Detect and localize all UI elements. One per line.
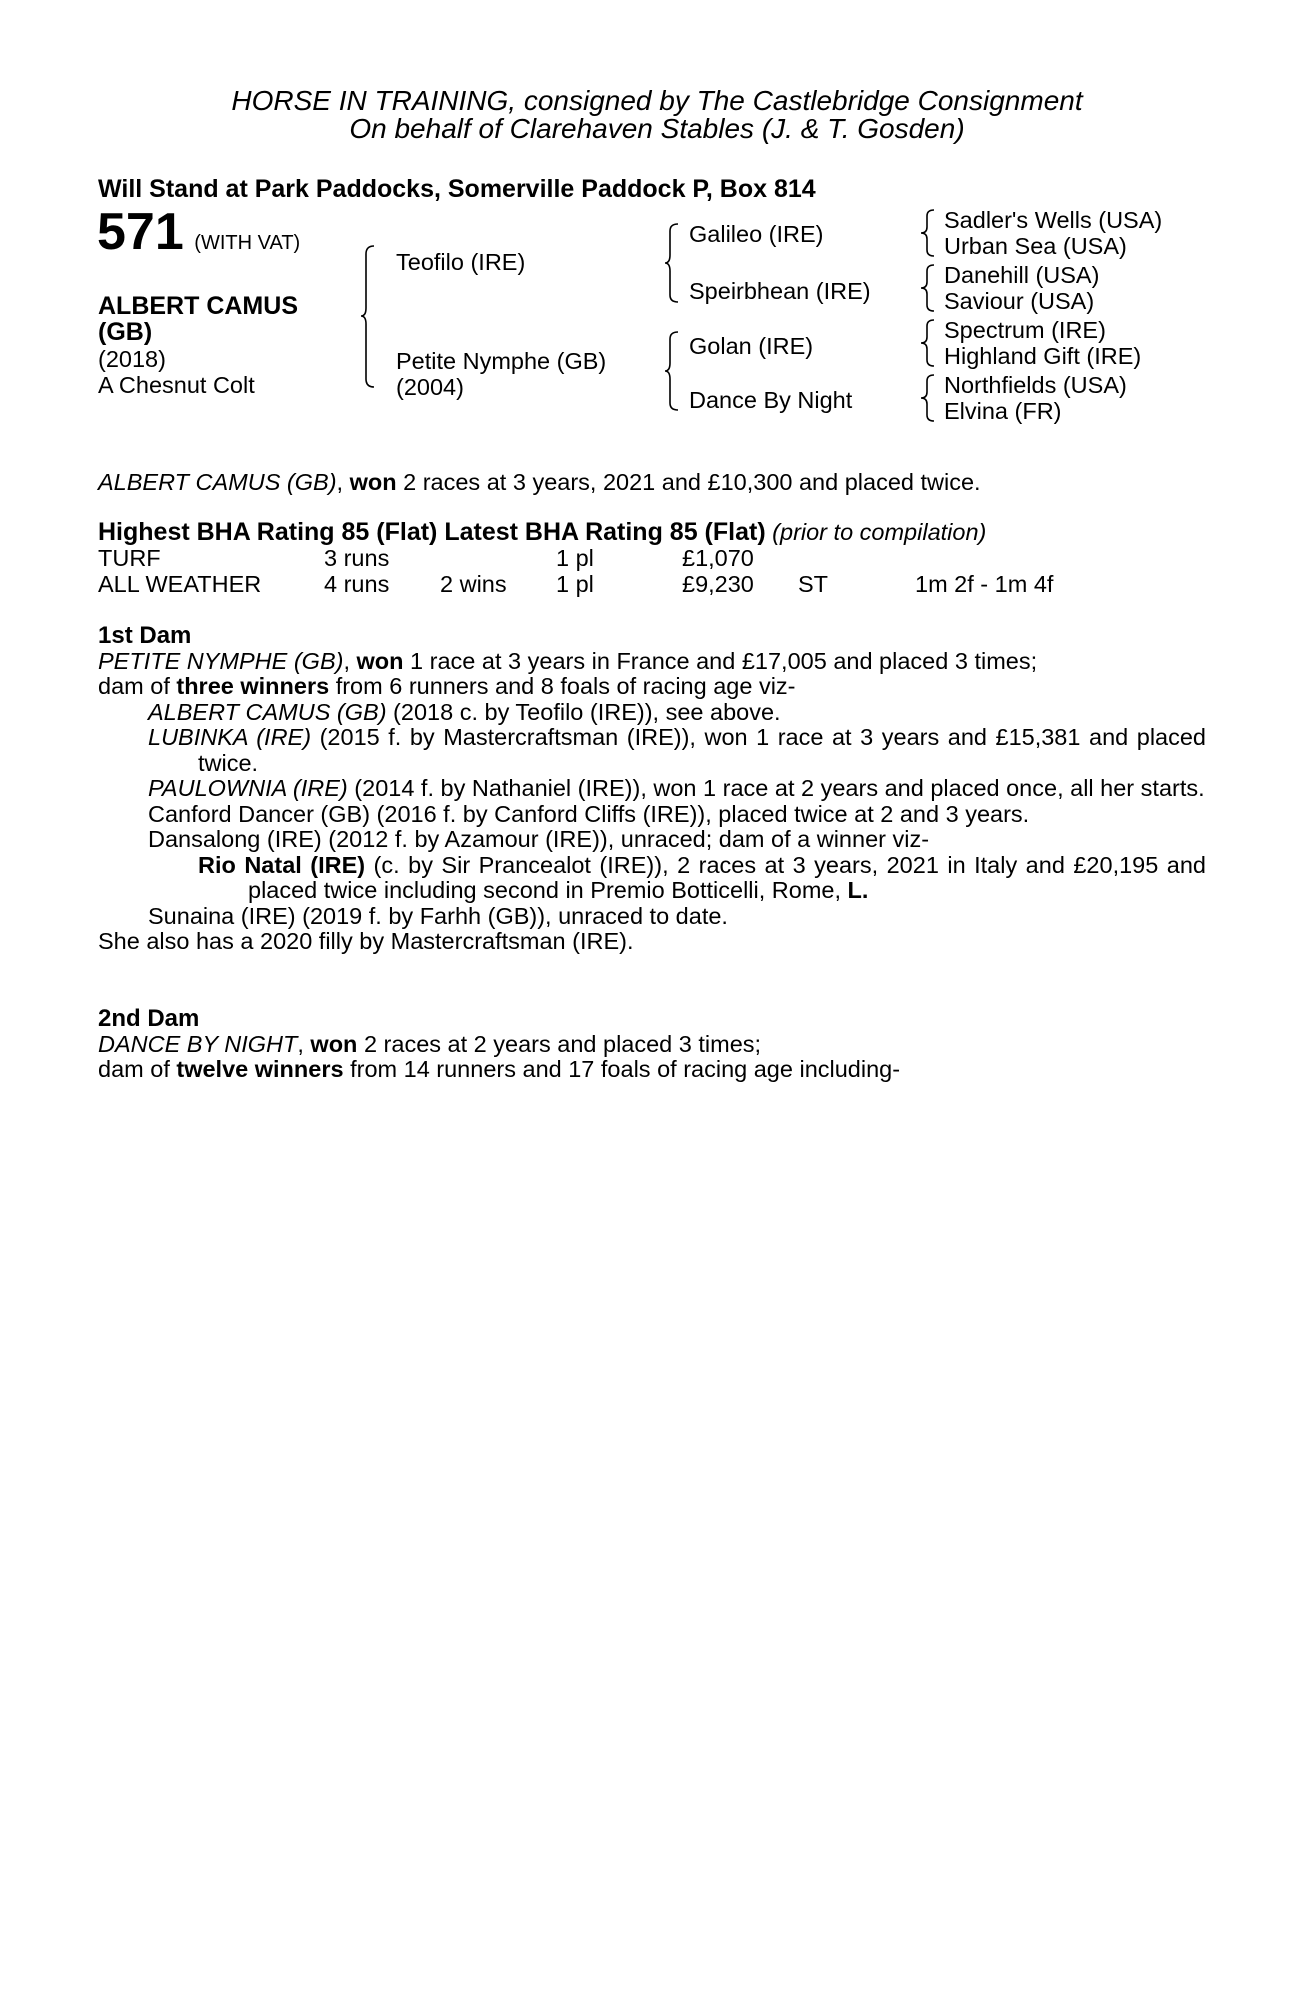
ancestor-2: Urban Sea (USA): [944, 233, 1127, 259]
horse-description: A Chesnut Colt: [98, 372, 255, 398]
produce-entry: [98, 776, 1206, 802]
lot-block: [97, 204, 300, 260]
brace-gen3-3: [920, 318, 936, 368]
first-dam-record: PETITE NYMPHE (GB), won 1 race at 3 years in France and £17,005 and placed 3 times;: [98, 647, 1038, 674]
produce-text: (2015 f. by Mastercraftsman (IRE)), won 1 race at 3 years and £15,381 and placed twice.: [198, 724, 1206, 776]
brace-gen3-4: [920, 373, 936, 423]
produce-entry: Sunaina (IRE) (2019 f. by Farhh (GB)), unraced to date.: [148, 902, 728, 929]
record-wins: 2 wins: [440, 571, 507, 597]
record-distance: 1m 2f - 1m 4f: [915, 571, 1054, 597]
first-dam-section: [98, 623, 1206, 955]
record-surface: ALL WEATHER: [98, 571, 262, 597]
produce-entry: [98, 700, 1206, 726]
record-placed: 1 pl: [556, 571, 594, 597]
brace-sire-dam: [360, 244, 376, 389]
lot-number: 571: [97, 203, 184, 261]
produce-name: ALBERT CAMUS (GB): [148, 698, 387, 725]
first-dam-record-text: 1 race at 3 years in France and £17,005 and placed 3 times;: [403, 647, 1038, 674]
catalogue-header-line1: HORSE IN TRAINING, consigned by The Castlebridge Consignment: [231, 85, 1083, 116]
produce-entry: [98, 853, 1206, 904]
produce-entry: Dansalong (IRE) (2012 f. by Azamour (IRE)), unraced; dam of a winner viz-: [148, 826, 930, 852]
granddam-maternal: Dance By Night: [689, 387, 853, 413]
race-summary: ALBERT CAMUS (GB), won 2 races at 3 years, 2021 and £10,300 and placed twice.: [98, 469, 981, 495]
dam-year: (2004): [396, 374, 464, 400]
produce-entry: [98, 725, 1206, 776]
record-runs: 3 runs: [324, 545, 390, 571]
record-prize: £9,230: [682, 571, 754, 597]
ancestor-4: Saviour (USA): [944, 288, 1095, 314]
ancestor-8: Elvina (FR): [944, 398, 1062, 424]
produce-summary-winners: twelve winners: [176, 1056, 344, 1082]
horse-year: (2018): [98, 346, 166, 372]
bha-rating: [98, 520, 986, 546]
second-dam-produce-summary: [98, 1057, 1206, 1083]
produce-text: (c. by Sir Prancealot (IRE)), 2 races at 3 years, 2021 in Italy and £20,195 and placed twice including second in Premio Botticelli, Rome,: [248, 851, 1206, 903]
produce-note: She also has a 2020 filly by Mastercraftsman (IRE).: [98, 928, 634, 954]
produce-text: (2014 f. by Nathaniel (IRE)), won 1 race at 2 years and placed once, all her starts.: [347, 775, 1205, 801]
granddam-paternal: Speirbhean (IRE): [689, 278, 871, 304]
summary-horse-name: ALBERT CAMUS (GB): [98, 469, 337, 495]
first-dam-produce-summary: [98, 674, 1206, 700]
first-dam-name: PETITE NYMPHE (GB): [98, 647, 344, 674]
second-dam-heading: 2nd Dam: [98, 1005, 200, 1032]
produce-summary-text: from 14 runners and 17 foals of racing age including-: [343, 1056, 901, 1082]
produce-name: LUBINKA (IRE): [148, 724, 312, 750]
grandsire-paternal: Galileo (IRE): [689, 221, 824, 247]
sire: Teofilo (IRE): [396, 249, 526, 275]
horse-name: ALBERT CAMUS: [98, 292, 298, 320]
produce-summary-prefix: dam of: [98, 673, 177, 699]
brace-gen3-2: [920, 263, 936, 313]
ancestor-3: Danehill (USA): [944, 262, 1100, 288]
record-placed: 1 pl: [556, 545, 594, 571]
second-dam-won: won: [310, 1030, 358, 1057]
rating-text: Highest BHA Rating 85 (Flat) Latest BHA Rating 85 (Flat): [98, 518, 766, 546]
catalogue-header-line2: On behalf of Clarehaven Stables (J. & T. Gosden): [349, 113, 965, 144]
brace-sire-parents: [664, 222, 680, 304]
stand-location: Will Stand at Park Paddocks, Somerville Paddock P, Box 814: [98, 175, 816, 203]
produce-summary-text: from 6 runners and 8 foals of racing age viz-: [329, 673, 796, 699]
summary-won: won: [349, 469, 397, 495]
dam: Petite Nymphe (GB): [396, 348, 607, 374]
produce-entry: Canford Dancer (GB) (2016 f. by Canford Cliffs (IRE)), placed twice at 2 and 3 years.: [148, 800, 1030, 827]
race-grade: L.: [847, 877, 869, 903]
ancestor-6: Highland Gift (IRE): [944, 343, 1142, 369]
produce-summary-prefix: dam of: [98, 1056, 177, 1082]
horse-origin: (GB): [98, 318, 153, 346]
ancestor-7: Northfields (USA): [944, 372, 1127, 398]
grandsire-maternal: Golan (IRE): [689, 333, 814, 359]
ancestor-5: Spectrum (IRE): [944, 317, 1106, 343]
produce-name: PAULOWNIA (IRE): [148, 775, 348, 801]
brace-dam-parents: [664, 330, 680, 412]
second-dam-record: DANCE BY NIGHT, won 2 races at 2 years and placed 3 times;: [98, 1030, 762, 1057]
rating-note: (prior to compilation): [772, 519, 987, 545]
second-dam-record-text: 2 races at 2 years and placed 3 times;: [357, 1030, 762, 1057]
second-dam-name: DANCE BY NIGHT: [98, 1030, 298, 1057]
record-row-all-weather: [98, 572, 1098, 598]
record-prize: £1,070: [682, 545, 754, 571]
record-going: ST: [798, 571, 829, 597]
produce-name: Rio Natal (IRE): [198, 851, 366, 878]
record-row-turf: [98, 546, 1098, 572]
record-surface: TURF: [98, 545, 161, 571]
second-dam-section: [98, 1006, 1206, 1083]
first-dam-heading: 1st Dam: [98, 622, 192, 649]
first-dam-won: won: [356, 647, 404, 674]
record-runs: 4 runs: [324, 571, 390, 597]
produce-text: (2018 c. by Teofilo (IRE)), see above.: [386, 698, 781, 725]
summary-text: 2 races at 3 years, 2021 and £10,300 and placed twice.: [396, 469, 981, 495]
produce-summary-winners: three winners: [176, 673, 330, 699]
vat-note: (WITH VAT): [194, 232, 301, 254]
ancestor-1: Sadler's Wells (USA): [944, 207, 1163, 233]
brace-gen3-1: [920, 208, 936, 258]
